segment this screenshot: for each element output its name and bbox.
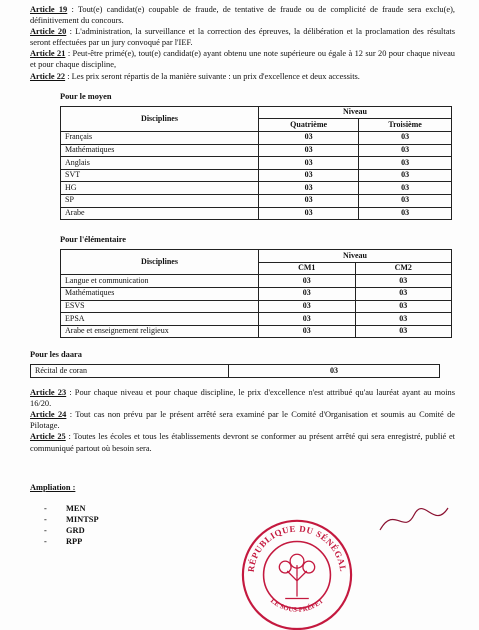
stamp-top-text: RÉPUBLIQUE DU SÉNÉGAL: [245, 523, 349, 573]
moyen-col-niveau: Niveau: [259, 106, 452, 119]
daara-name: Récital de coran: [31, 365, 229, 378]
article-paragraph: [30, 71, 455, 82]
elementaire-table: [60, 249, 452, 338]
article-paragraph: [30, 431, 455, 453]
discipline-cell: Arabe: [61, 207, 259, 220]
ampliation-title: Ampliation :: [30, 482, 76, 492]
discipline-cell: SVT: [61, 169, 259, 182]
article-text: : Toutes les écoles et tous les établissements devront se conformer au présent arrêté qui sera enregistré, publié et communiqué partout où besoin sera.: [30, 432, 455, 453]
table-row: [61, 144, 452, 157]
prize-count-cell: 03: [355, 287, 452, 300]
article-paragraph: [30, 4, 455, 26]
moyen-level-2: Troisième: [359, 119, 452, 132]
table-row: [61, 313, 452, 326]
table-row: [61, 157, 452, 170]
article-text: : Pour chaque niveau et pour chaque discipline, le prix d'excellence n'est attribué qu'au lauréat ayant au moins 16/20.: [30, 388, 455, 409]
daara-value: 03: [229, 365, 440, 378]
elementaire-heading: Pour l'élémentaire: [60, 235, 126, 245]
prize-count-cell: 03: [259, 287, 356, 300]
table-row: [61, 300, 452, 313]
table-row: [61, 325, 452, 338]
discipline-cell: Anglais: [61, 157, 259, 170]
prize-count-cell: 03: [259, 144, 359, 157]
prize-count-cell: 03: [259, 131, 359, 144]
discipline-cell: Français: [61, 131, 259, 144]
ampliation-item: - GRD: [44, 525, 455, 536]
article-paragraph: [30, 409, 455, 431]
article-text: : L'administration, la surveillance et la correction des épreuves, la délibération et la proclamation des résultats seront effectuées par un jury convoqué par l'IEF.: [30, 27, 455, 48]
article-paragraph: [30, 387, 455, 409]
moyen-level-1: Quatrième: [259, 119, 359, 132]
ampliation-item: - MEN: [44, 503, 455, 514]
table-row: [61, 194, 452, 207]
prize-count-cell: 03: [259, 182, 359, 195]
prize-count-cell: 03: [259, 169, 359, 182]
prize-count-cell: 03: [355, 325, 452, 338]
discipline-cell: EPSA: [61, 313, 259, 326]
svg-text:LE SOUS-PRÉFET: [269, 597, 325, 614]
table-row: [61, 275, 452, 288]
prize-count-cell: 03: [259, 207, 359, 220]
prize-count-cell: 03: [355, 300, 452, 313]
discipline-cell: Langue et communication: [61, 275, 259, 288]
table-row: [61, 182, 452, 195]
table-row: [61, 131, 452, 144]
article-label: Article 25: [30, 432, 66, 442]
moyen-table: [60, 106, 452, 220]
prize-count-cell: 03: [359, 169, 452, 182]
discipline-cell: ESVS: [61, 300, 259, 313]
elementaire-level-1: CM1: [259, 262, 356, 275]
table-row: [61, 169, 452, 182]
article-paragraph: [30, 48, 455, 70]
elementaire-col-disciplines: Disciplines: [61, 250, 259, 275]
prize-count-cell: 03: [259, 194, 359, 207]
elementaire-level-2: CM2: [355, 262, 452, 275]
article-text: : Les prix seront répartis de la manière suivante : un prix d'excellence et deux accessits.: [65, 71, 360, 81]
prize-count-cell: 03: [259, 313, 356, 326]
discipline-cell: Mathématiques: [61, 144, 259, 157]
article-paragraph: [30, 26, 455, 48]
prize-count-cell: 03: [355, 313, 452, 326]
discipline-cell: HG: [61, 182, 259, 195]
prize-count-cell: 03: [259, 325, 356, 338]
article-text: : Tout cas non prévu par le présent arrêté sera examiné par le Comité d'Organisation et soumis au Comité de Pilotage.: [30, 410, 455, 431]
article-label: Article 21: [30, 49, 66, 59]
prize-count-cell: 03: [359, 144, 452, 157]
signature-icon: [374, 500, 454, 540]
table-row: [61, 287, 452, 300]
discipline-cell: SP: [61, 194, 259, 207]
ampliation-item: - RPP: [44, 536, 455, 547]
moyen-rows: [61, 131, 452, 219]
moyen-heading: Pour le moyen: [60, 91, 112, 101]
prize-count-cell: 03: [359, 194, 452, 207]
daara-heading: Pour les daara: [30, 350, 82, 360]
prize-count-cell: 03: [359, 131, 452, 144]
article-label: Article 20: [30, 27, 67, 37]
ampliation-item: - MINTSP: [44, 514, 455, 525]
elementaire-rows: [61, 275, 452, 338]
prize-count-cell: 03: [259, 275, 356, 288]
article-label: Article 19: [30, 5, 68, 14]
table-row: [31, 365, 440, 378]
discipline-cell: Mathématiques: [61, 287, 259, 300]
prize-count-cell: 03: [359, 207, 452, 220]
discipline-cell: Arabe et enseignement religieux: [61, 325, 259, 338]
articles-top: [30, 4, 455, 82]
prize-count-cell: 03: [259, 157, 359, 170]
daara-table: [30, 364, 440, 378]
moyen-col-disciplines: Disciplines: [61, 106, 259, 131]
baobab-emblem-icon: [279, 554, 314, 598]
prize-count-cell: 03: [355, 275, 452, 288]
article-text: : Peut-être primé(e), tout(e) candidat(e) ayant obtenu une note supérieure ou égale à 12 sur 20 pour chaque niveau et pour chaque discipline,: [30, 49, 455, 70]
article-label: Article 22: [30, 71, 66, 81]
stamp-bottom-text: LE SOUS-PRÉFET: [269, 597, 325, 614]
article-label: Article 24: [30, 410, 67, 420]
article-label: Article 23: [30, 388, 67, 398]
prize-count-cell: 03: [359, 182, 452, 195]
elementaire-col-niveau: Niveau: [259, 250, 452, 263]
table-row: [61, 207, 452, 220]
prize-count-cell: 03: [359, 157, 452, 170]
official-stamp: [238, 512, 356, 630]
prize-count-cell: 03: [259, 300, 356, 313]
articles-bottom: [30, 387, 455, 454]
article-text: : Tout(e) candidat(e) coupable de fraude, de tentative de fraude ou de complicité de fraude sera exclu(e), définitivement du concours.: [30, 5, 455, 26]
